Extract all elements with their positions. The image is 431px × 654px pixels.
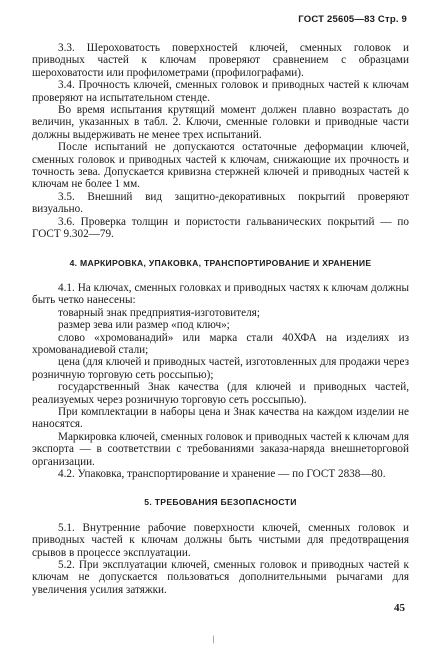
paragraph-sets: При комплектации в наборы цена и Знак качества на каждом изделии не наносятся. xyxy=(32,405,409,431)
document-body xyxy=(32,42,409,596)
paragraph-3-5: 3.5. Внешний вид защитно-декоративных покрытий проверяют визуально. xyxy=(32,190,409,216)
list-item-price: цена (для ключей и приводных частей, изготовленных для продажи через розничную торговую сеть россыпью); xyxy=(32,356,409,381)
paragraph-after-tests: После испытаний не допускаются остаточные деформации ключей, сменных головок и приводных частей к ключам, снижающие их прочность и точность зева. Допускается кривизна стержней ключей и приводных частей к ключам не более 1 мм. xyxy=(32,141,409,191)
paragraph-5-2: 5.2. При эксплуатации ключей, сменных головок и приводных частей к ключам не допускается пользоваться дополнительными рычагами для увеличения усилия затяжки. xyxy=(32,559,409,596)
section-heading-4: 4. МАРКИРОВКА, УПАКОВКА, ТРАНСПОРТИРОВАНИЕ И ХРАНЕНИЕ xyxy=(69,257,372,268)
list-item-size: размер зева или размер «под ключ»; xyxy=(58,319,230,332)
paragraph-4-1: 4.1. На ключах, сменных головках и приводных частях к ключам должны быть четко нанесены: xyxy=(32,281,409,307)
section-heading-5: 5. ТРЕБОВАНИЯ БЕЗОПАСНОСТИ xyxy=(144,497,297,508)
list-item-quality-mark: государственный Знак качества (для ключей и приводных частей, реализуемых через розничную торговую сеть россыпью). xyxy=(32,381,409,406)
margin-mark: / xyxy=(210,633,218,647)
paragraph-3-6: 3.6. Проверка толщин и пористости гальванических покрытий — по ГОСТ 9.302—79. xyxy=(32,215,409,241)
page-header: ГОСТ 25605—83 Стр. 9 xyxy=(298,14,407,25)
list-item-trademark: товарный знак предприятия-изготовителя; xyxy=(58,306,260,319)
paragraph-test-torque: Во время испытания крутящий момент должен плавно возрастать до величин, указанных в табл. 2. Ключи, сменные головки и приводные части должны выдерживать не менее трех испытаний. xyxy=(32,104,409,141)
paragraph-3-3: 3.3. Шероховатость поверхностей ключей, сменных головок и приводных частей к ключам проверяют сравнением с образцами шероховатости или профилометрами (профилографами). xyxy=(32,42,409,79)
list-item-steel: слово «хромованадий» или марка стали 40ХФА на изделиях из хромованадиевой стали; xyxy=(32,331,409,356)
page-number: 45 xyxy=(394,602,405,614)
paragraph-4-2: 4.2. Упаковка, транспортирование и хранение — по ГОСТ 2838—80. xyxy=(58,468,386,480)
paragraph-5-1: 5.1. Внутренние рабочие поверхности ключей, сменных головок и приводных частей к ключам должны быть чистыми для предотвращения срывов в процессе эксплуатации. xyxy=(32,521,409,559)
paragraph-3-4: 3.4. Прочность ключей, сменных головок и приводных частей к ключам проверяют на испытательном стенде. xyxy=(32,79,409,104)
paragraph-export: Маркировка ключей, сменных головок и приводных частей к ключам для экспорта — в соответствии с требованиями заказа-наряда внешнеторговой организации. xyxy=(32,430,409,468)
